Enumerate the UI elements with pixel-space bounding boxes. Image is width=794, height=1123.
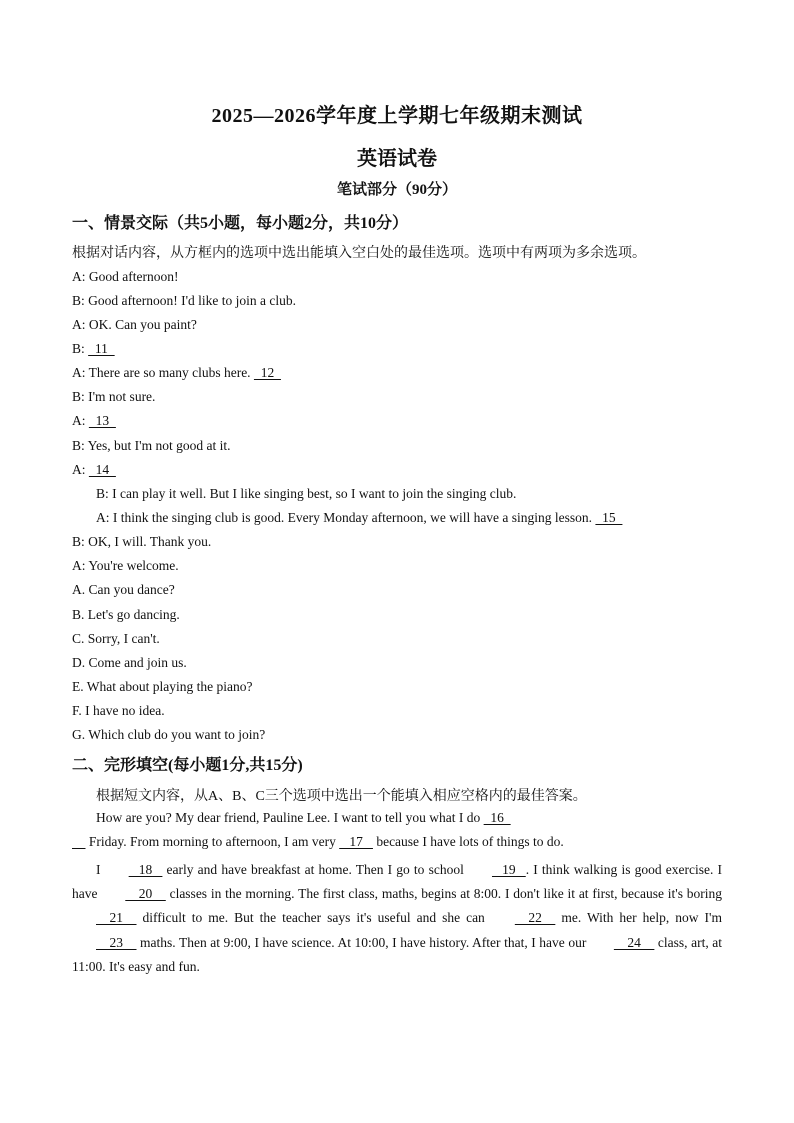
exam-title: 2025—2026学年度上学期七年级期末测试 <box>211 105 583 127</box>
exam-part: 笔试部分（90分） <box>336 182 457 198</box>
answer-blank[interactable] <box>72 834 86 850</box>
answer-blank[interactable]: 19 <box>491 862 526 877</box>
passage-line: Friday. From morning to afternoon, I am very 17 because I have lots of things to do. <box>72 834 564 850</box>
answer-blank[interactable]: 21 <box>96 910 137 926</box>
answer-blank[interactable]: 24 <box>613 934 655 950</box>
passage-paragraph: I 18 early and have breakfast at home. Then I go to school 19 . I think walking is good exercise. I have 20 classes in the morning. The first class, maths, begins at 8:00. I don't like it at first, because it's boring 21 difficult to me. But the teacher says it's useful and she can 22 me. With her help, now I'm 23 maths. Then at 9:00, I have science. At 10:00, I have history. After that, I have our 24 class, art, at 11:00. It's easy and fun. <box>72 858 722 979</box>
option-item: E. What about playing the piano? <box>72 679 253 694</box>
dialogue-line: A: 13 <box>72 413 116 428</box>
answer-blank[interactable]: 17 <box>339 834 373 849</box>
section2-heading: 二、完形填空(每小题1分,共15分) <box>72 757 303 774</box>
dialogue-line: B: Yes, but I'm not good at it. <box>72 438 231 453</box>
section1-instruction: 根据对话内容，从方框内的选项中选出能填入空白处的最佳选项。选项中有两项为多余选项。 <box>72 246 646 261</box>
answer-blank[interactable]: 15 <box>595 510 623 525</box>
dialogue-line: B: I can play it well. But I like singing best, so I want to join the singing club. <box>96 486 517 501</box>
option-item: D. Come and join us. <box>72 655 187 670</box>
answer-blank[interactable]: 16 <box>483 810 511 825</box>
dialogue-line: B: OK, I will. Thank you. <box>72 534 212 549</box>
section1-heading: 一、情景交际（共5小题，每小题2分，共10分） <box>72 215 409 232</box>
answer-blank[interactable]: 23 <box>96 934 137 950</box>
answer-blank[interactable]: 20 <box>125 886 166 902</box>
dialogue-line: A: OK. Can you paint? <box>72 317 197 332</box>
answer-blank[interactable]: 12 <box>253 365 281 380</box>
option-item: B. Let's go dancing. <box>72 607 180 622</box>
dialogue-line: A: There are so many clubs here. 12 <box>72 365 281 380</box>
dialogue-line: A: You're welcome. <box>72 558 179 573</box>
answer-blank[interactable]: 18 <box>128 862 163 877</box>
dialogue-line: A: 14 <box>72 462 116 477</box>
section2-instruction: 根据短文内容，从A、B、C三个选项中选出一个能填入相应空格内的最佳答案。 <box>96 789 587 804</box>
answer-blank[interactable]: 11 <box>88 341 115 356</box>
dialogue-line: B: 11 <box>72 341 115 356</box>
dialogue-line: A: I think the singing club is good. Every Monday afternoon, we will have a singing lesson. 15 <box>96 510 623 525</box>
answer-blank[interactable]: 14 <box>88 462 116 477</box>
answer-blank[interactable]: 13 <box>88 413 116 428</box>
option-item: A. Can you dance? <box>72 582 175 597</box>
passage-line: How are you? My dear friend, Pauline Lee. I want to tell you what I do 16 <box>96 810 511 825</box>
dialogue-line: B: Good afternoon! I'd like to join a club. <box>72 293 297 308</box>
exam-subject: 英语试卷 <box>357 148 437 170</box>
option-item: F. I have no idea. <box>72 703 165 718</box>
option-item: C. Sorry, I can't. <box>72 631 160 646</box>
dialogue-line: B: I'm not sure. <box>72 389 156 404</box>
dialogue-line: A: Good afternoon! <box>72 269 179 284</box>
answer-blank[interactable]: 22 <box>514 910 556 926</box>
option-item: G. Which club do you want to join? <box>72 727 266 742</box>
